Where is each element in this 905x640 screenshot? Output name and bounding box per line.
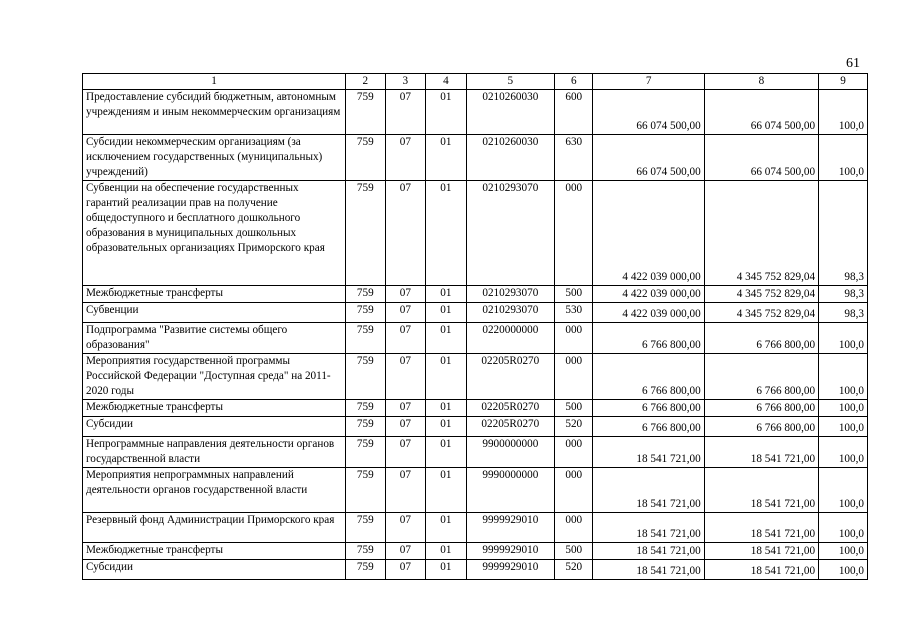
executed-amount-cell: 18 541 721,00 xyxy=(704,543,818,560)
target-article-cell: 02205R0270 xyxy=(466,417,554,437)
planned-amount-cell: 6 766 800,00 xyxy=(593,400,704,417)
expense-type-cell: 000 xyxy=(555,513,593,543)
item-name-cell: Непрограммные направления деятельности органов государственной власти xyxy=(83,437,346,468)
section-code-cell: 07 xyxy=(385,323,426,354)
planned-amount-cell: 66 074 500,00 xyxy=(593,135,704,181)
executed-amount-cell: 18 541 721,00 xyxy=(704,513,818,543)
subsection-code-cell: 01 xyxy=(426,468,467,513)
expense-type-cell: 000 xyxy=(555,468,593,513)
planned-amount-cell: 4 422 039 000,00 xyxy=(593,181,704,286)
execution-percent-cell: 100,0 xyxy=(819,323,868,354)
execution-percent-cell: 100,0 xyxy=(819,90,868,135)
expense-type-cell: 520 xyxy=(555,417,593,437)
subsection-code-cell: 01 xyxy=(426,354,467,400)
item-name-cell: Межбюджетные трансферты xyxy=(83,543,346,560)
section-code-cell: 07 xyxy=(385,303,426,323)
target-article-cell: 02205R0270 xyxy=(466,400,554,417)
item-name-cell: Субсидии xyxy=(83,417,346,437)
table-row xyxy=(83,181,868,286)
header-cell: 8 xyxy=(704,74,818,90)
subsection-code-cell: 01 xyxy=(426,323,467,354)
gr-code-cell: 759 xyxy=(346,323,386,354)
executed-amount-cell: 4 345 752 829,04 xyxy=(704,303,818,323)
execution-percent-cell: 98,3 xyxy=(819,181,868,286)
execution-percent-cell: 100,0 xyxy=(819,354,868,400)
gr-code-cell: 759 xyxy=(346,181,386,286)
gr-code-cell: 759 xyxy=(346,543,386,560)
section-code-cell: 07 xyxy=(385,354,426,400)
subsection-code-cell: 01 xyxy=(426,286,467,303)
expense-type-cell: 530 xyxy=(555,303,593,323)
gr-code-cell: 759 xyxy=(346,560,386,580)
gr-code-cell: 759 xyxy=(346,354,386,400)
gr-code-cell: 759 xyxy=(346,400,386,417)
header-cell: 5 xyxy=(466,74,554,90)
table-row xyxy=(83,90,868,135)
header-row xyxy=(83,74,868,90)
target-article-cell: 02205R0270 xyxy=(466,354,554,400)
section-code-cell: 07 xyxy=(385,543,426,560)
item-name-cell: Мероприятия государственной программы Российской Федерации "Доступная среда" на 2011-2020 годы xyxy=(83,354,346,400)
subsection-code-cell: 01 xyxy=(426,437,467,468)
gr-code-cell: 759 xyxy=(346,90,386,135)
subsection-code-cell: 01 xyxy=(426,135,467,181)
target-article-cell: 9999929010 xyxy=(466,560,554,580)
item-name-cell: Подпрограмма "Развитие системы общего образования" xyxy=(83,323,346,354)
subsection-code-cell: 01 xyxy=(426,543,467,560)
gr-code-cell: 759 xyxy=(346,437,386,468)
item-name-cell: Предоставление субсидий бюджетным, автономным учреждениям и иным некоммерческим организациям xyxy=(83,90,346,135)
executed-amount-cell: 66 074 500,00 xyxy=(704,135,818,181)
table-row xyxy=(83,286,868,303)
table-row xyxy=(83,468,868,513)
executed-amount-cell: 4 345 752 829,04 xyxy=(704,181,818,286)
item-name-cell: Субвенции xyxy=(83,303,346,323)
target-article-cell: 9999929010 xyxy=(466,543,554,560)
item-name-cell: Мероприятия непрограммных направлений деятельности органов государственной власти xyxy=(83,468,346,513)
expense-type-cell: 500 xyxy=(555,286,593,303)
section-code-cell: 07 xyxy=(385,400,426,417)
planned-amount-cell: 4 422 039 000,00 xyxy=(593,286,704,303)
planned-amount-cell: 18 541 721,00 xyxy=(593,437,704,468)
planned-amount-cell: 18 541 721,00 xyxy=(593,543,704,560)
planned-amount-cell: 18 541 721,00 xyxy=(593,468,704,513)
executed-amount-cell: 6 766 800,00 xyxy=(704,323,818,354)
table-row xyxy=(83,303,868,323)
section-code-cell: 07 xyxy=(385,560,426,580)
expense-type-cell: 000 xyxy=(555,437,593,468)
header-cell: 4 xyxy=(426,74,467,90)
execution-percent-cell: 100,0 xyxy=(819,437,868,468)
execution-percent-cell: 100,0 xyxy=(819,513,868,543)
planned-amount-cell: 4 422 039 000,00 xyxy=(593,303,704,323)
section-code-cell: 07 xyxy=(385,417,426,437)
item-name-cell: Межбюджетные трансферты xyxy=(83,286,346,303)
expense-type-cell: 000 xyxy=(555,354,593,400)
target-article-cell: 9900000000 xyxy=(466,437,554,468)
item-name-cell: Субвенции на обеспечение государственных гарантий реализации прав на получение общедоступного и бесплатного дошкольного образования в муниципальных дошкольных образовательных организациях Приморского края xyxy=(83,181,346,286)
gr-code-cell: 759 xyxy=(346,135,386,181)
execution-percent-cell: 100,0 xyxy=(819,543,868,560)
expense-type-cell: 630 xyxy=(555,135,593,181)
target-article-cell: 0210293070 xyxy=(466,181,554,286)
target-article-cell: 9999929010 xyxy=(466,513,554,543)
execution-percent-cell: 100,0 xyxy=(819,400,868,417)
subsection-code-cell: 01 xyxy=(426,181,467,286)
section-code-cell: 07 xyxy=(385,513,426,543)
table-row xyxy=(83,400,868,417)
gr-code-cell: 759 xyxy=(346,468,386,513)
header-cell: 6 xyxy=(555,74,593,90)
executed-amount-cell: 18 541 721,00 xyxy=(704,437,818,468)
target-article-cell: 0210293070 xyxy=(466,286,554,303)
executed-amount-cell: 66 074 500,00 xyxy=(704,90,818,135)
item-name-cell: Субсидии некоммерческим организациям (за исключением государственных (муниципальных) учреждений) xyxy=(83,135,346,181)
executed-amount-cell: 18 541 721,00 xyxy=(704,560,818,580)
executed-amount-cell: 4 345 752 829,04 xyxy=(704,286,818,303)
section-code-cell: 07 xyxy=(385,286,426,303)
header-cell: 1 xyxy=(83,74,346,90)
target-article-cell: 0210260030 xyxy=(466,90,554,135)
subsection-code-cell: 01 xyxy=(426,513,467,543)
expense-type-cell: 500 xyxy=(555,543,593,560)
planned-amount-cell: 6 766 800,00 xyxy=(593,354,704,400)
execution-percent-cell: 100,0 xyxy=(819,417,868,437)
execution-percent-cell: 98,3 xyxy=(819,303,868,323)
expense-type-cell: 000 xyxy=(555,323,593,354)
target-article-cell: 0220000000 xyxy=(466,323,554,354)
header-cell: 9 xyxy=(819,74,868,90)
subsection-code-cell: 01 xyxy=(426,400,467,417)
execution-percent-cell: 100,0 xyxy=(819,468,868,513)
table-row xyxy=(83,354,868,400)
table-row xyxy=(83,323,868,354)
table-body xyxy=(83,90,868,580)
executed-amount-cell: 6 766 800,00 xyxy=(704,354,818,400)
gr-code-cell: 759 xyxy=(346,417,386,437)
subsection-code-cell: 01 xyxy=(426,303,467,323)
item-name-cell: Резервный фонд Администрации Приморского края xyxy=(83,513,346,543)
table-row xyxy=(83,513,868,543)
header-cell: 7 xyxy=(593,74,704,90)
gr-code-cell: 759 xyxy=(346,286,386,303)
header-cell: 3 xyxy=(385,74,426,90)
expense-type-cell: 520 xyxy=(555,560,593,580)
expense-type-cell: 000 xyxy=(555,181,593,286)
planned-amount-cell: 66 074 500,00 xyxy=(593,90,704,135)
planned-amount-cell: 6 766 800,00 xyxy=(593,323,704,354)
planned-amount-cell: 6 766 800,00 xyxy=(593,417,704,437)
subsection-code-cell: 01 xyxy=(426,90,467,135)
section-code-cell: 07 xyxy=(385,135,426,181)
table-row xyxy=(83,417,868,437)
subsection-code-cell: 01 xyxy=(426,560,467,580)
table-row xyxy=(83,560,868,580)
executed-amount-cell: 6 766 800,00 xyxy=(704,417,818,437)
execution-percent-cell: 100,0 xyxy=(819,135,868,181)
subsection-code-cell: 01 xyxy=(426,417,467,437)
planned-amount-cell: 18 541 721,00 xyxy=(593,513,704,543)
section-code-cell: 07 xyxy=(385,181,426,286)
executed-amount-cell: 18 541 721,00 xyxy=(704,468,818,513)
executed-amount-cell: 6 766 800,00 xyxy=(704,400,818,417)
budget-table xyxy=(82,73,868,580)
section-code-cell: 07 xyxy=(385,468,426,513)
execution-percent-cell: 100,0 xyxy=(819,560,868,580)
gr-code-cell: 759 xyxy=(346,303,386,323)
item-name-cell: Субсидии xyxy=(83,560,346,580)
gr-code-cell: 759 xyxy=(346,513,386,543)
planned-amount-cell: 18 541 721,00 xyxy=(593,560,704,580)
expense-type-cell: 600 xyxy=(555,90,593,135)
header-cell: 2 xyxy=(346,74,386,90)
table-row xyxy=(83,135,868,181)
table-row xyxy=(83,437,868,468)
target-article-cell: 0210260030 xyxy=(466,135,554,181)
section-code-cell: 07 xyxy=(385,437,426,468)
target-article-cell: 0210293070 xyxy=(466,303,554,323)
section-code-cell: 07 xyxy=(385,90,426,135)
expense-type-cell: 500 xyxy=(555,400,593,417)
target-article-cell: 9990000000 xyxy=(466,468,554,513)
page-number: 61 xyxy=(846,56,860,71)
item-name-cell: Межбюджетные трансферты xyxy=(83,400,346,417)
table-row xyxy=(83,543,868,560)
execution-percent-cell: 98,3 xyxy=(819,286,868,303)
